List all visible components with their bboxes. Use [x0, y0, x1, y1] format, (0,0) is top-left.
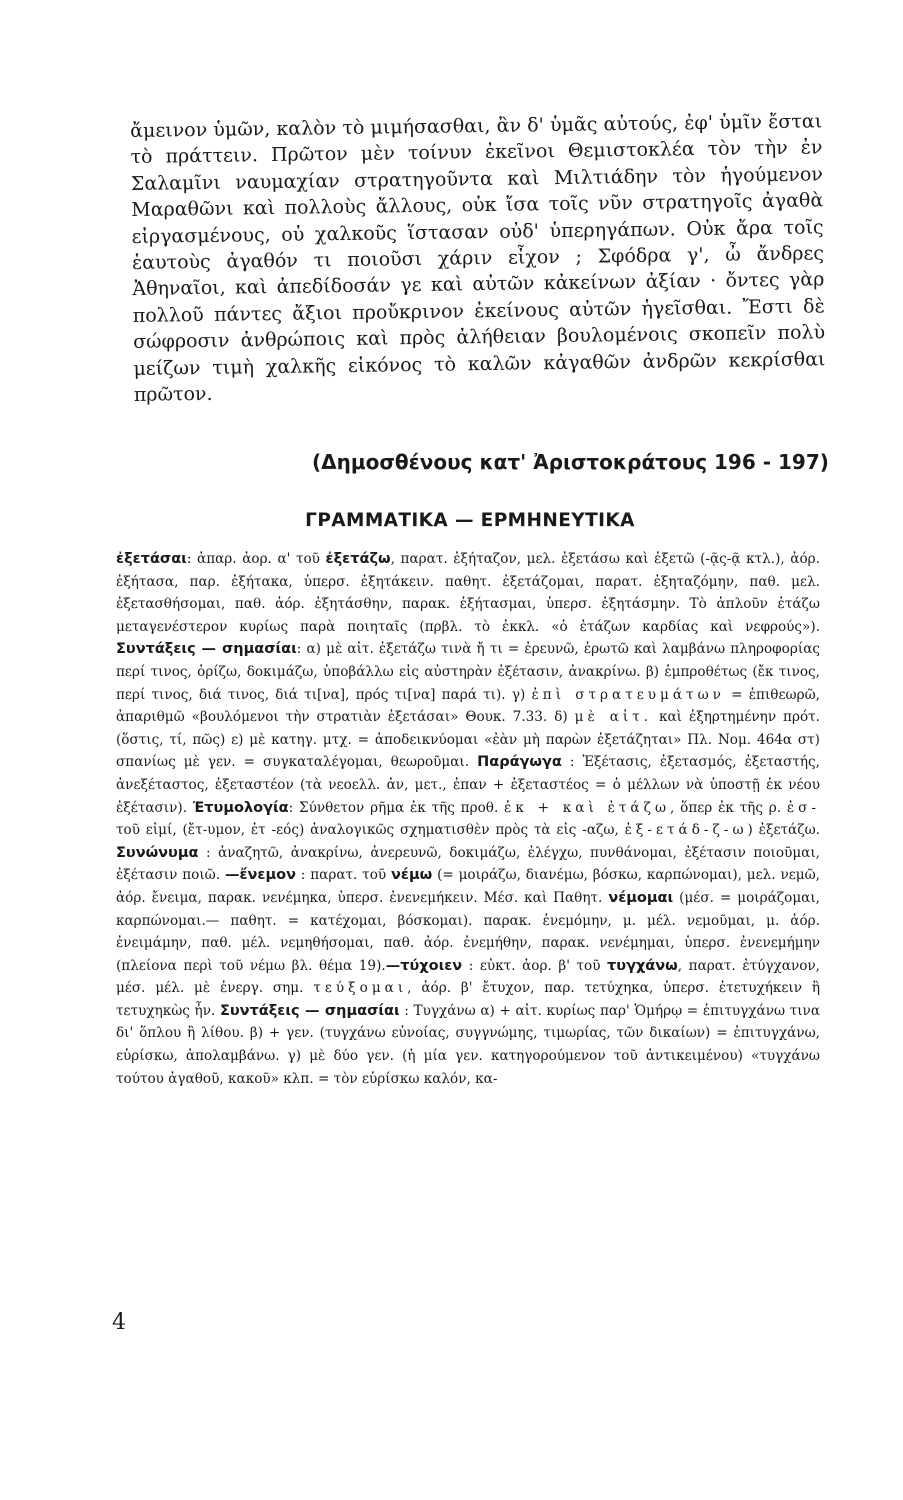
section-label: Συνώνυμα: [116, 844, 199, 861]
spaced-text: ἐπὶ στρατευμάτων: [531, 686, 725, 703]
note-text: , ἀόρ. β' ἔτυχον, παρ. τετύχηκα, ὑπερσ. ἐτετυχήκειν ἢ τετυχηκὼς ἦν.: [116, 980, 820, 1019]
note-text: τοῦ εἰμί, (ἔτ-υμον, ἐτ -εός) ἀναλογικῶς σχηματισθὲν πρὸς τὰ εἰς -αζω,: [116, 822, 625, 839]
note-text: : Ἐξέτασις, ἐξετασμός, ἐξεταστής, ἀνεξέταστος, ἐξεταστέον (τὰ νεοελλ. ἀν, μετ., ἐπαν + ἐξεταστέος = ὁ μέλλων νὰ ὑποστῇ ἐκ νέου ἐξέτασιν).: [116, 754, 820, 816]
headword: ἐξετάζω: [325, 551, 391, 567]
note-text: (μέσ. = μοιράζομαι, καρπώνομαι.— παθητ. = κατέχομαι, βόσκομαι). παρακ. ἐνεμόμην, μ. μέλ. νεμοῦμαι, μ. ἀόρ. ἐνειμάμην, παθ. μέλ. νεμηθήσομαι, παθ. ἀόρ. ἐνεμήθην, παρακ. νενέμημαι, ὑπερσ. ἐνενεμήμην (πλείονα περὶ τοῦ νέμω βλ. θέμα 19).: [116, 889, 821, 974]
section-label: Συντάξεις — σημασίαι: [116, 641, 297, 658]
headword: —τύχοιεν: [385, 957, 463, 974]
section-label: Ἐτυμολογία: [192, 799, 289, 816]
section-heading: ΓΡΑΜΜΑΤΙΚΑ — ΕΡΜΗΝΕΥΤΙΚΑ: [305, 510, 635, 531]
section-label: Συντάξεις — σημασίαι: [219, 1002, 400, 1019]
note-text: (= μοιράζω, διανέμω, βόσκω, καρπώνομαι), μελ. νεμῶ, ἀόρ. ἔνειμα, παρακ. νενέμηκα, ὑπερσ. ἐνενεμήκειν. Μέσ. καὶ Παθητ.: [116, 867, 820, 906]
headword: ἐξετάσαι: [116, 551, 187, 567]
note-text: , παρατ. ἐτύγχανον, μέσ. μέλ. μὲ ἐνεργ. σημ.: [116, 957, 820, 997]
quote-source-citation: (Δημοσθένους κατ' Ἀριστοκράτους 196 - 197): [312, 450, 829, 474]
headword: —ἔνεμον: [224, 867, 296, 884]
headword: νέμομαι: [608, 889, 674, 906]
note-text: : παρατ. τοῦ: [295, 867, 391, 884]
spaced-text: ἐσ-: [786, 799, 820, 816]
spaced-text: μὲ αἰτ.: [574, 709, 653, 726]
spaced-text: ἐξ-ετάδ-ζ-ω: [624, 822, 748, 839]
grammar-notes: [116, 548, 820, 1090]
note-text: ) ἐξετάζω.: [747, 822, 820, 839]
note-text: : α) μὲ αἰτ. ἐξετάζω τινὰ ἤ τι = ἐρευνῶ, ἐρωτῶ καὶ λαμβάνω πληροφορίας περί τινος, ὁρίζω, δοκιμάζω, ὑποβάλλω εἰς αὐστηρὰν ἐξέτασιν, ἀνακρίνω. β) ἐμπροθέτως (ἔκ τινος, περί τινος, διά τινος, διά τι[να], πρός τι[να] παρά τι). γ): [116, 641, 820, 703]
headword: νέμω: [391, 867, 433, 884]
note-text: : Σύνθετον ρῆμα ἐκ τῆς προθ.: [288, 799, 505, 816]
spaced-text: ἐκ + καὶ ἐτάζω: [504, 799, 671, 816]
note-text: : ἀναζητῶ, ἀνακρίνω, ἀνερευνῶ, δοκιμάζω, ἐλέγχω, πυνθάνομαι, ἐξέτασιν ποιοῦμαι, ἐξέτασιν ποιῶ.: [116, 844, 820, 884]
note-text: , παρατ. ἐξήταζον, μελ. ἐξετάσω καὶ ἐξετῶ (-ᾷς-ᾷ κτλ.), ἀόρ. ἐξήτασα, παρ. ἐξήτακα, ὑπερσ. ἐξητάκειν. παθητ. ἐξετάζομαι, παρατ. ἐξηταζόμην, παθ. μελ. ἐξετασθήσομαι, παθ. ἀόρ. ἐξητάσθην, παρακ. ἐξήτασμαι, ὑπερσ. ἐξητάσμην. Τὸ ἁπλοῦν ἐτάζω μεταγενέστερον κυρίως παρὰ ποιηταῖς (πρβλ. τὸ ἐκκλ. «ὁ ἐτάζων καρδίας καὶ νεφρούς»).: [116, 551, 820, 635]
headword: τυγχάνω: [607, 957, 678, 974]
spaced-text: τεύξομαι: [313, 980, 408, 997]
note-text: : Τυγχάνω α) + αἰτ. κυρίως παρ' Ὁμήρῳ = ἐπιτυγχάνω τινα δι' ὅπλου ἢ λίθου. β) + γεν. (τυγχάνω εὐνοίας, συγγνώμης, τιμωρίας, τῶν δικαίων) = ἐπιτυγχάνω, εὑρίσκω, ἀπολαμβάνω. γ) μὲ δύο γεν. (ἡ μία γεν. κατηγορούμενον τοῦ ἀντικειμένου) «τυγχάνω τούτου ἀγαθοῦ, κακοῦ» κλπ. = τὸν εὑρίσκω καλόν, κα-: [116, 1002, 820, 1087]
page-number: 4: [112, 1310, 126, 1335]
note-text: : ἀπαρ. ἀορ. α' τοῦ: [186, 551, 326, 567]
note-text: = ἐπιθεωρῶ, ἀπαριθμῶ «βουλόμενοι τὴν στρατιὰν ἐξετάσαι» Θουκ. 7.33. δ): [116, 686, 820, 726]
note-text: , ὅπερ ἐκ τῆς ρ.: [670, 799, 787, 816]
greek-quote-passage: ἄμεινον ὑμῶν, καλὸν τὸ μιμήσασθαι, ἂν δ' ὑμᾶς αὐτούς, ἐφ' ὑμῖν ἔσται τὸ πράττειν. Πρῶτον μὲν τοίνυν ἐκεῖνοι Θεμιστοκλέα τὸν τὴν ἐν Σαλαμῖνι ναυμαχίαν στρατηγοῦντα καὶ Μιλτιάδην τὸν ἡγούμενον Μαραθῶνι καὶ πολλοὺς ἄλλους, οὐκ ἴσα τοῖς νῦν στρατηγοῖς ἀγαθὰ εἰργασμένους, οὐ χαλκοῦς ἵστασαν οὐδ' ὑπερηγάπων. Οὐκ ἄρα τοῖς ἑαυτοὺς ἀγαθόν τι ποιοῦσι χάριν εἶχον ; Σφόδρα γ', ὦ ἄνδρες Ἀθηναῖοι, καὶ ἀπεδίδοσάν γε καὶ αὐτῶν κἀκείνων ἀξίαν · ὄντες γὰρ πολλοῦ πάντες ἄξιοι προὔκρινον ἐκείνους αὐτῶν ἡγεῖσθαι. Ἔστι δὲ σώφροσιν ἀνθρώποις καὶ πρὸς ἀλήθειαν βουλομένοις σκοπεῖν πολὺ μείζων τιμὴ χαλκῆς εἰκόνος τὸ καλῶν κἀγαθῶν ἀνδρῶν κεκρίσθαι πρῶτον.: [130, 110, 826, 407]
section-label: Παράγωγα: [477, 754, 562, 771]
note-text: καὶ ἐξηρτημένην πρότ. (ὅστις, τί, πῶς) ε) μὲ κατηγ. μτχ. = ἀποδεικνύομαι «ἐὰν μὴ παρὼν ἐξετάζηται» Πλ. Νομ. 464α στ) σπανίως μὲ γεν. = συγκαταλέγομαι, θεωροῦμαι.: [116, 709, 820, 771]
note-text: : εὐκτ. ἀορ. β' τοῦ: [462, 957, 608, 974]
